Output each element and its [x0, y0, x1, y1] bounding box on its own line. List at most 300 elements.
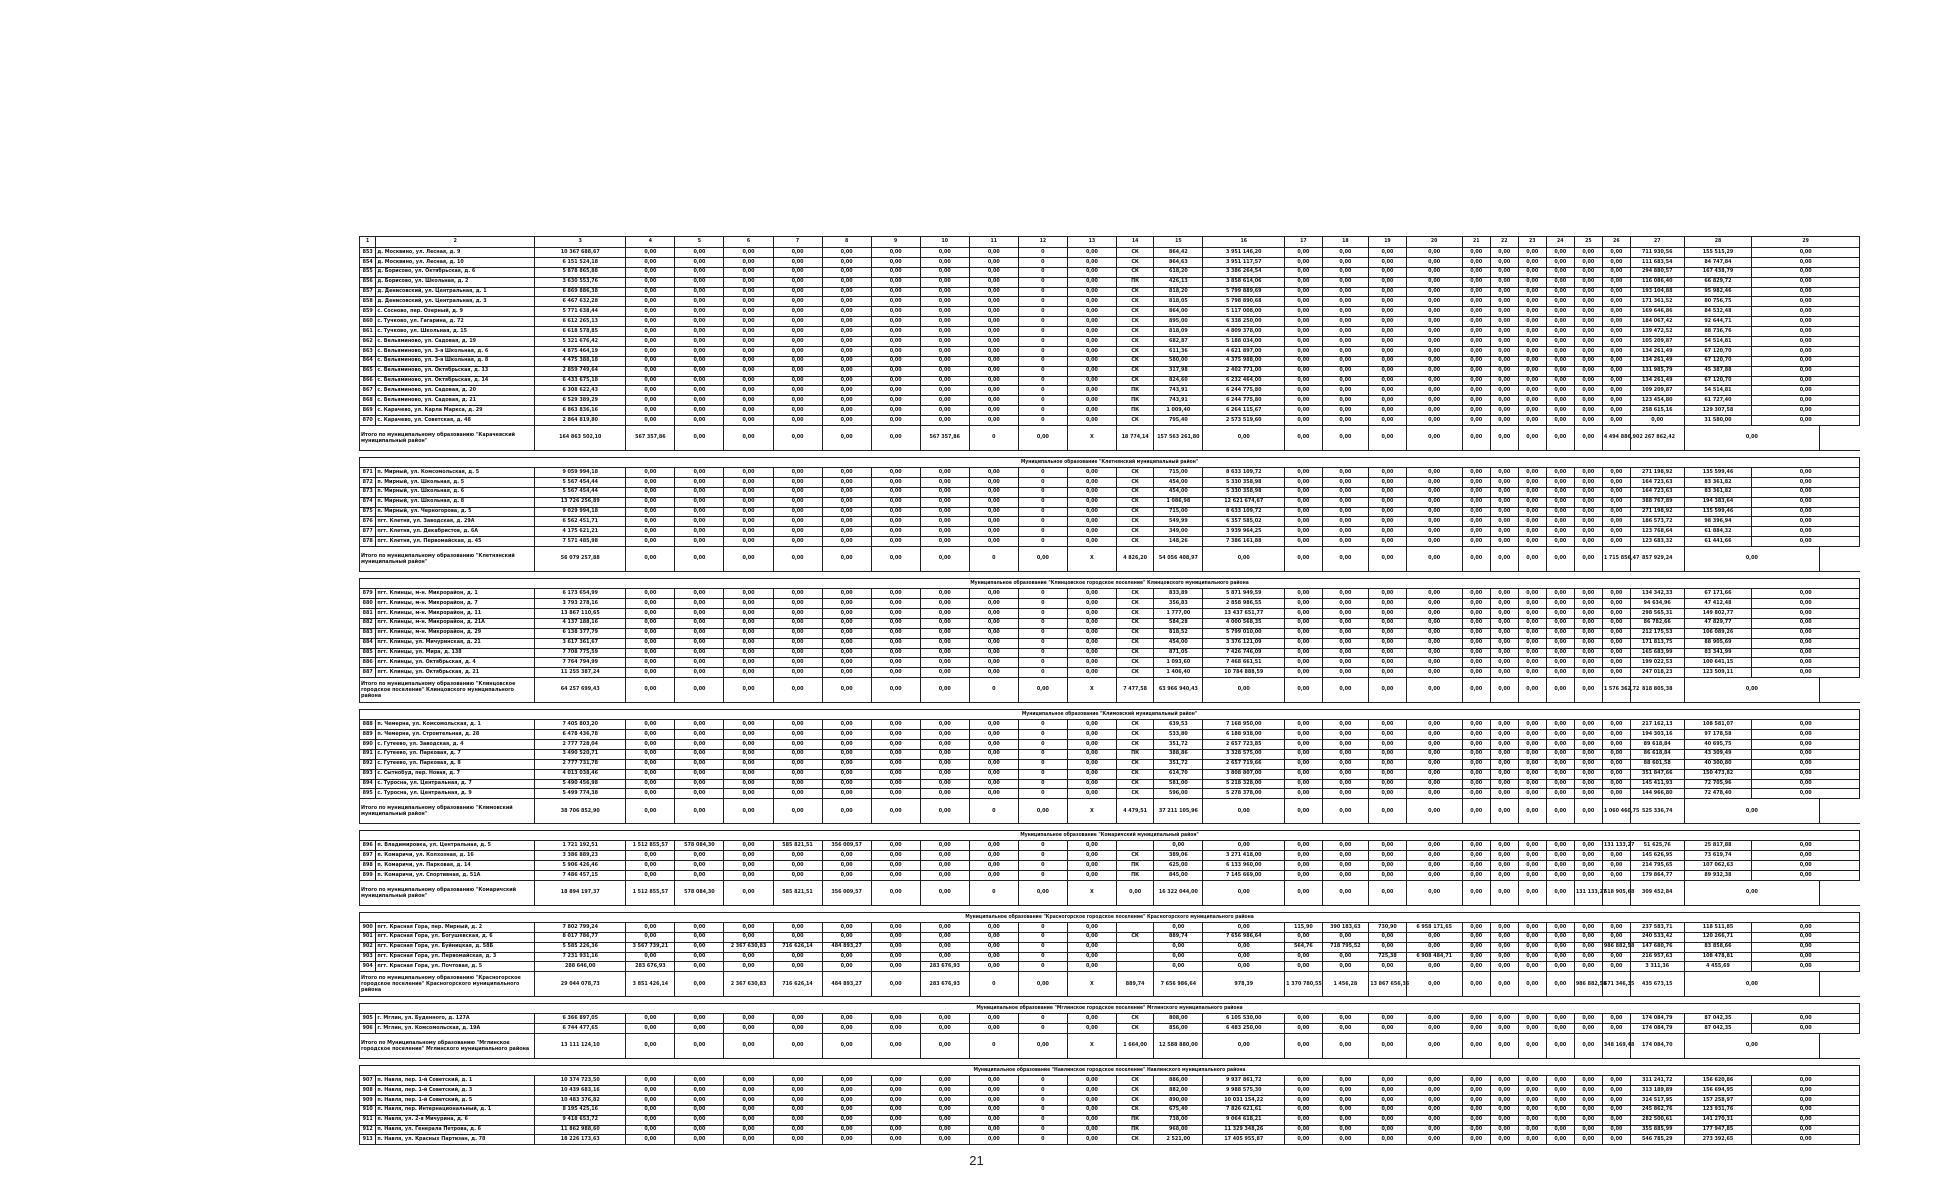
value-cell: 0,00	[969, 527, 1018, 537]
value-cell: 0,00	[1285, 346, 1322, 356]
value-cell: 0,00	[1602, 1085, 1630, 1095]
value-cell: 2 402 771,00	[1203, 366, 1285, 376]
value-cell: 0,00	[675, 366, 724, 376]
total-value-cell: 0,00	[1490, 678, 1518, 703]
value-cell: 0,00	[773, 922, 822, 932]
value-cell: СК	[1116, 589, 1153, 599]
total-value-cell: 0,00	[871, 880, 920, 905]
value-cell: 0,00	[1067, 507, 1116, 517]
value-cell: 0,00	[1067, 952, 1116, 962]
value-cell: 484 893,27	[822, 942, 871, 952]
value-cell: 0,00	[724, 477, 773, 487]
value-cell: 0,00	[675, 537, 724, 547]
value-cell: 0,00	[969, 248, 1018, 258]
value-cell: 61 441,66	[1684, 537, 1752, 547]
value-cell: 0,00	[1574, 1125, 1602, 1135]
value-cell: 0,00	[675, 769, 724, 779]
value-cell: 0,00	[871, 346, 920, 356]
column-number-cell: 11	[969, 237, 1018, 248]
column-number-cell: 28	[1684, 237, 1752, 248]
value-cell: 0	[1018, 628, 1067, 638]
value-cell: 0,00	[1602, 477, 1630, 487]
value-cell: 0,00	[1546, 1135, 1574, 1145]
value-cell: 0,00	[1490, 1076, 1518, 1086]
total-value-cell: 0,00	[1490, 880, 1518, 905]
value-cell: 0,00	[1369, 346, 1406, 356]
value-cell: 2 858 986,55	[1203, 599, 1285, 609]
value-cell: 0	[1018, 720, 1067, 730]
value-cell: 0,00	[1322, 589, 1369, 599]
value-cell: 4 137 188,16	[535, 618, 626, 628]
value-cell: 0	[1018, 416, 1067, 426]
value-cell: 0,00	[1490, 248, 1518, 258]
value-cell: 0,00	[1067, 1105, 1116, 1115]
value-cell: 0,00	[1406, 527, 1462, 537]
value-cell: 0,00	[675, 1125, 724, 1135]
value-cell: 0,00	[1369, 942, 1406, 952]
value-cell: 0,00	[1490, 267, 1518, 277]
value-cell: 0,00	[626, 952, 675, 962]
value-cell: 0,00	[1322, 317, 1369, 327]
value-cell: 0,00	[969, 267, 1018, 277]
total-value-cell: 0,00	[1546, 678, 1574, 703]
value-cell: 0,00	[1574, 769, 1602, 779]
value-cell: 0,00	[871, 287, 920, 297]
value-cell: 0,00	[1369, 769, 1406, 779]
value-cell: 0,00	[1462, 527, 1490, 537]
total-label: Итого по муниципальному образованию "Комаричский муниципальный район"	[360, 880, 535, 905]
value-cell: СК	[1116, 366, 1153, 376]
value-cell: 0,00	[1322, 267, 1369, 277]
value-cell: 0,00	[969, 406, 1018, 416]
value-cell: 0,00	[1546, 337, 1574, 347]
value-cell: 0,00	[871, 870, 920, 880]
value-cell: 0,00	[871, 749, 920, 759]
value-cell: 0,00	[1369, 870, 1406, 880]
value-cell: 0,00	[1322, 327, 1369, 337]
total-value-cell: X	[1067, 799, 1116, 824]
total-value-cell: 0,00	[1018, 799, 1067, 824]
value-cell: 0,00	[626, 922, 675, 932]
value-cell: 0	[1018, 1085, 1067, 1095]
value-cell: 0,00	[822, 267, 871, 277]
value-cell: 0,00	[1518, 277, 1546, 287]
address-cell: с. Вельяминово, ул. Октябрьская, д. 14	[376, 376, 535, 386]
value-cell: 0,00	[920, 517, 969, 527]
value-cell: СК	[1116, 628, 1153, 638]
total-value-cell: 0,00	[1518, 678, 1546, 703]
value-cell: 0,00	[1285, 327, 1322, 337]
value-cell: 0,00	[1574, 628, 1602, 638]
table-row	[360, 376, 1860, 386]
value-cell: 0,00	[1067, 386, 1116, 396]
value-cell: 0,00	[969, 287, 1018, 297]
value-cell: СК	[1116, 297, 1153, 307]
value-cell: 0,00	[1752, 779, 1860, 789]
value-cell: 134 261,49	[1630, 376, 1684, 386]
total-value-cell: 0,00	[1203, 799, 1285, 824]
total-value-cell: 0,00	[1116, 880, 1153, 905]
value-cell: 0,00	[1752, 962, 1860, 972]
value-cell: 0,00	[1490, 648, 1518, 658]
value-cell: 0,00	[969, 1014, 1018, 1024]
row-number-cell: 877	[360, 527, 376, 537]
value-cell: 171 813,75	[1630, 638, 1684, 648]
value-cell: 6 173 654,99	[535, 589, 626, 599]
value-cell: 0,00	[1518, 618, 1546, 628]
table-row	[360, 870, 1860, 880]
value-cell: 0,00	[773, 628, 822, 638]
value-cell: 0,00	[1067, 618, 1116, 628]
value-cell: 0,00	[724, 537, 773, 547]
value-cell: 0,00	[773, 376, 822, 386]
value-cell: 0,00	[1574, 396, 1602, 406]
value-cell: 0	[1018, 297, 1067, 307]
value-cell: 0,00	[1406, 507, 1462, 517]
column-number-cell: 24	[1546, 237, 1574, 248]
value-cell: 0,00	[1322, 628, 1369, 638]
value-cell: 0	[1018, 406, 1067, 416]
value-cell: 0,00	[1285, 497, 1322, 507]
value-cell: 0,00	[969, 870, 1018, 880]
value-cell: 0,00	[1462, 1135, 1490, 1145]
total-value-cell: 0,00	[1285, 426, 1322, 451]
value-cell: 0,00	[1602, 1014, 1630, 1024]
value-cell: 0,00	[1518, 376, 1546, 386]
value-cell: 0,00	[822, 1085, 871, 1095]
value-cell: 0,00	[822, 769, 871, 779]
value-cell: 0,00	[1406, 317, 1462, 327]
value-cell: 184 067,42	[1630, 317, 1684, 327]
total-value-cell: 0,00	[1462, 799, 1490, 824]
value-cell: 0,00	[1067, 396, 1116, 406]
table-row	[360, 416, 1860, 426]
value-cell: 0,00	[675, 589, 724, 599]
value-cell: 0,00	[675, 497, 724, 507]
value-cell: 0,00	[1322, 527, 1369, 537]
value-cell: 0,00	[1322, 648, 1369, 658]
value-cell: 0,00	[1369, 507, 1406, 517]
total-label: Итого по муниципальному образованию "Климовский муниципальный район"	[360, 799, 535, 824]
value-cell: 0,00	[1067, 477, 1116, 487]
value-cell: 0,00	[1518, 942, 1546, 952]
value-cell: 0,00	[871, 1085, 920, 1095]
value-cell: 0,00	[1518, 507, 1546, 517]
value-cell: 0,00	[1490, 1024, 1518, 1034]
value-cell: 0,00	[1369, 618, 1406, 628]
value-cell: 0,00	[1462, 789, 1490, 799]
row-number-cell: 863	[360, 346, 376, 356]
value-cell: 0,00	[773, 932, 822, 942]
value-cell: 0,00	[920, 366, 969, 376]
value-cell: 0,00	[1518, 406, 1546, 416]
value-cell: 0,00	[1518, 497, 1546, 507]
value-cell: 743,91	[1154, 396, 1203, 406]
row-number-cell: 889	[360, 730, 376, 740]
address-cell: п. Чемерна, ул. Строительная, д. 28	[376, 730, 535, 740]
value-cell: 0,00	[1602, 779, 1630, 789]
value-cell: 0,00	[1369, 386, 1406, 396]
total-row	[360, 678, 1860, 703]
value-cell: 0,00	[920, 267, 969, 277]
value-cell: 4 175 621,21	[535, 527, 626, 537]
column-number-cell: 25	[1574, 237, 1602, 248]
column-number-cell: 22	[1490, 237, 1518, 248]
value-cell: 83 858,66	[1684, 942, 1752, 952]
value-cell: 0	[1018, 1135, 1067, 1145]
value-cell: 0,00	[1322, 789, 1369, 799]
address-cell: д. Денисовский, ул. Центральная, д. 3	[376, 297, 535, 307]
value-cell: 0,00	[1574, 1085, 1602, 1095]
section-spacer	[360, 1059, 1860, 1066]
value-cell: 0,00	[1518, 851, 1546, 861]
value-cell: СК	[1116, 507, 1153, 517]
value-cell: 0,00	[724, 497, 773, 507]
value-cell: 0,00	[626, 507, 675, 517]
value-cell: 0,00	[1518, 327, 1546, 337]
total-value-cell: 0,00	[1203, 426, 1285, 451]
value-cell: 0,00	[675, 749, 724, 759]
value-cell: 0,00	[1406, 618, 1462, 628]
value-cell: 0,00	[1574, 638, 1602, 648]
value-cell: 0	[1018, 749, 1067, 759]
value-cell: 0,00	[1067, 1125, 1116, 1135]
value-cell: 0,00	[1369, 608, 1406, 618]
value-cell: 0,00	[1067, 779, 1116, 789]
value-cell: 0,00	[920, 416, 969, 426]
value-cell: 0,00	[1752, 1135, 1860, 1145]
value-cell: 0,00	[1574, 962, 1602, 972]
total-value-cell: 567 357,86	[920, 426, 969, 451]
value-cell: 0,00	[1752, 599, 1860, 609]
table-row	[360, 589, 1860, 599]
value-cell: 6 958 171,65	[1406, 922, 1462, 932]
value-cell: ПК	[1116, 386, 1153, 396]
value-cell: 145 626,95	[1630, 851, 1684, 861]
value-cell: 0,00	[1546, 1105, 1574, 1115]
value-cell: 0,00	[1490, 720, 1518, 730]
value-cell: 0,00	[1602, 599, 1630, 609]
value-cell: 0,00	[1369, 861, 1406, 871]
total-value-cell: X	[1067, 880, 1116, 905]
value-cell: 0,00	[1369, 1076, 1406, 1086]
value-cell: 0,00	[1546, 932, 1574, 942]
value-cell: 0,00	[1574, 618, 1602, 628]
value-cell: 0,00	[1406, 1105, 1462, 1115]
value-cell: 6 478 436,78	[535, 730, 626, 740]
total-value-cell: 18 894 197,37	[535, 880, 626, 905]
value-cell: 0,00	[724, 287, 773, 297]
value-cell: 0,00	[1602, 952, 1630, 962]
value-cell: 0,00	[1322, 517, 1369, 527]
total-value-cell: 13 111 124,10	[535, 1034, 626, 1059]
value-cell: 0,00	[822, 517, 871, 527]
column-number-cell: 23	[1518, 237, 1546, 248]
value-cell: 0,00	[1546, 297, 1574, 307]
value-cell: 0,00	[675, 527, 724, 537]
value-cell: 7 231 931,16	[535, 952, 626, 962]
column-number-cell: 15	[1154, 237, 1203, 248]
value-cell: 0,00	[822, 287, 871, 297]
value-cell: 61 884,32	[1684, 527, 1752, 537]
value-cell: 0,00	[724, 851, 773, 861]
value-cell: 0,00	[1285, 841, 1322, 851]
total-value-cell: 1 456,28	[1322, 972, 1369, 997]
value-cell: 0,00	[1322, 366, 1369, 376]
value-cell: 0,00	[773, 416, 822, 426]
value-cell: 0,00	[1406, 416, 1462, 426]
table-row	[360, 618, 1860, 628]
value-cell: 0,00	[1752, 1125, 1860, 1135]
value-cell: 895,00	[1154, 317, 1203, 327]
row-number-cell: 904	[360, 962, 376, 972]
value-cell: 0,00	[1518, 1115, 1546, 1125]
total-value-cell: 0,00	[675, 799, 724, 824]
value-cell: 0,00	[1752, 477, 1860, 487]
value-cell: 194 303,16	[1630, 730, 1684, 740]
value-cell: 0,00	[1574, 932, 1602, 942]
value-cell: 0,00	[871, 730, 920, 740]
address-cell: п. Навля, ул. Генерала Петрова, д. 6	[376, 1125, 535, 1135]
value-cell: 0,00	[626, 628, 675, 638]
value-cell: 0,00	[1546, 668, 1574, 678]
total-value-cell: 16 322 044,00	[1154, 880, 1203, 905]
value-cell: 0,00	[1369, 356, 1406, 366]
value-cell: 0,00	[675, 376, 724, 386]
total-value-cell: 0,00	[1285, 1034, 1322, 1059]
value-cell: 0,00	[773, 739, 822, 749]
value-cell: 0,00	[626, 287, 675, 297]
value-cell: 0,00	[626, 870, 675, 880]
value-cell: СК	[1116, 779, 1153, 789]
value-cell: 0,00	[1406, 406, 1462, 416]
value-cell: 13 437 651,77	[1203, 608, 1285, 618]
value-cell: 0	[1018, 739, 1067, 749]
value-cell: 0,00	[871, 1014, 920, 1024]
value-cell: 0,00	[822, 720, 871, 730]
value-cell: 0,00	[1602, 648, 1630, 658]
value-cell: 0,00	[626, 307, 675, 317]
value-cell: 0,00	[1406, 739, 1462, 749]
value-cell: 0,00	[1369, 739, 1406, 749]
value-cell: ПК	[1116, 861, 1153, 871]
value-cell: 193 104,88	[1630, 287, 1684, 297]
value-cell: 0,00	[871, 477, 920, 487]
table-row	[360, 366, 1860, 376]
value-cell: 0,00	[1406, 599, 1462, 609]
total-value-cell: 0,00	[1406, 880, 1462, 905]
value-cell: 0,00	[675, 618, 724, 628]
value-cell: 0,00	[773, 507, 822, 517]
value-cell: 0,00	[871, 507, 920, 517]
value-cell: СК	[1116, 287, 1153, 297]
value-cell: 818,20	[1154, 287, 1203, 297]
value-cell: 0,00	[969, 608, 1018, 618]
value-cell: 134 261,49	[1630, 356, 1684, 366]
address-cell: с. Карачево, ул. Советская, д. 48	[376, 416, 535, 426]
value-cell: 0,00	[920, 739, 969, 749]
value-cell: 1 721 192,51	[535, 841, 626, 851]
value-cell: 0,00	[1518, 1014, 1546, 1024]
value-cell: 0,00	[1630, 416, 1684, 426]
value-cell: 0,00	[1574, 1014, 1602, 1024]
value-cell: 0,00	[822, 922, 871, 932]
value-cell: 0,00	[1602, 759, 1630, 769]
total-value-cell: 0,00	[1684, 880, 1820, 905]
value-cell: 0,00	[822, 1076, 871, 1086]
value-cell: 0,00	[773, 1076, 822, 1086]
value-cell: 0,00	[1369, 658, 1406, 668]
value-cell: 0,00	[1546, 922, 1574, 932]
value-cell: 0,00	[1602, 769, 1630, 779]
value-cell: 13 726 256,89	[535, 497, 626, 507]
value-cell: 6 863 836,16	[535, 406, 626, 416]
value-cell: 4 013 038,46	[535, 769, 626, 779]
column-number-cell: 8	[822, 237, 871, 248]
value-cell: СК	[1116, 851, 1153, 861]
value-cell: 388,86	[1154, 749, 1203, 759]
value-cell: 0,00	[871, 618, 920, 628]
address-cell: пгт. Красная Гора, ул. Почтовая, д. 5	[376, 962, 535, 972]
value-cell: 0,00	[1322, 720, 1369, 730]
total-value-cell: 1 576 362,72	[1602, 678, 1630, 703]
address-cell: пгт. Клинцы, м-н. Микрорайон, д. 7	[376, 599, 535, 609]
total-value-cell: 0,00	[1285, 678, 1322, 703]
value-cell: 0,00	[1518, 297, 1546, 307]
value-cell: 0,00	[1518, 789, 1546, 799]
value-cell: 0,00	[1285, 386, 1322, 396]
value-cell: 0,00	[724, 416, 773, 426]
value-cell: 0,00	[724, 730, 773, 740]
value-cell: 6 612 265,13	[535, 317, 626, 327]
value-cell: 0,00	[1285, 248, 1322, 258]
value-cell: 108 478,81	[1684, 952, 1752, 962]
value-cell: 0,00	[675, 932, 724, 942]
value-cell: 9 029 994,18	[535, 507, 626, 517]
value-cell: 0,00	[675, 327, 724, 337]
value-cell: 0,00	[1574, 870, 1602, 880]
value-cell: 0,00	[1406, 1076, 1462, 1086]
value-cell: 0,00	[626, 1105, 675, 1115]
value-cell: 0,00	[1285, 749, 1322, 759]
value-cell: 0,00	[773, 1105, 822, 1115]
column-number-row	[360, 237, 1860, 248]
table-row	[360, 952, 1860, 962]
total-value-cell: 283 676,93	[920, 972, 969, 997]
address-cell: д. Москвино, ул. Лесная, д. 10	[376, 257, 535, 267]
value-cell: 0,00	[1285, 1076, 1322, 1086]
column-number-cell: 10	[920, 237, 969, 248]
value-cell: 0,00	[1322, 376, 1369, 386]
value-cell: 0,00	[675, 248, 724, 258]
total-value-cell: 857 929,24	[1630, 547, 1684, 572]
section-title: Муниципальное образование "Клинцовское городское поселение" Клинцовского муниципального района	[360, 579, 1860, 589]
value-cell: 0,00	[1490, 257, 1518, 267]
value-cell: 0,00	[822, 356, 871, 366]
value-cell: 1 086,98	[1154, 497, 1203, 507]
row-number-cell: 875	[360, 507, 376, 517]
value-cell: 0,00	[1285, 599, 1322, 609]
value-cell: 0,00	[1322, 287, 1369, 297]
value-cell: 0,00	[1462, 739, 1490, 749]
value-cell: 0,00	[969, 1105, 1018, 1115]
value-cell: 9 064 618,21	[1203, 1115, 1285, 1125]
value-cell: 0,00	[1369, 789, 1406, 799]
value-cell: 73 619,74	[1684, 851, 1752, 861]
value-cell: 0	[1018, 497, 1067, 507]
address-cell: п. Комаричи, ул. Спортивная, д. 51А	[376, 870, 535, 880]
value-cell: 0,00	[724, 1115, 773, 1125]
